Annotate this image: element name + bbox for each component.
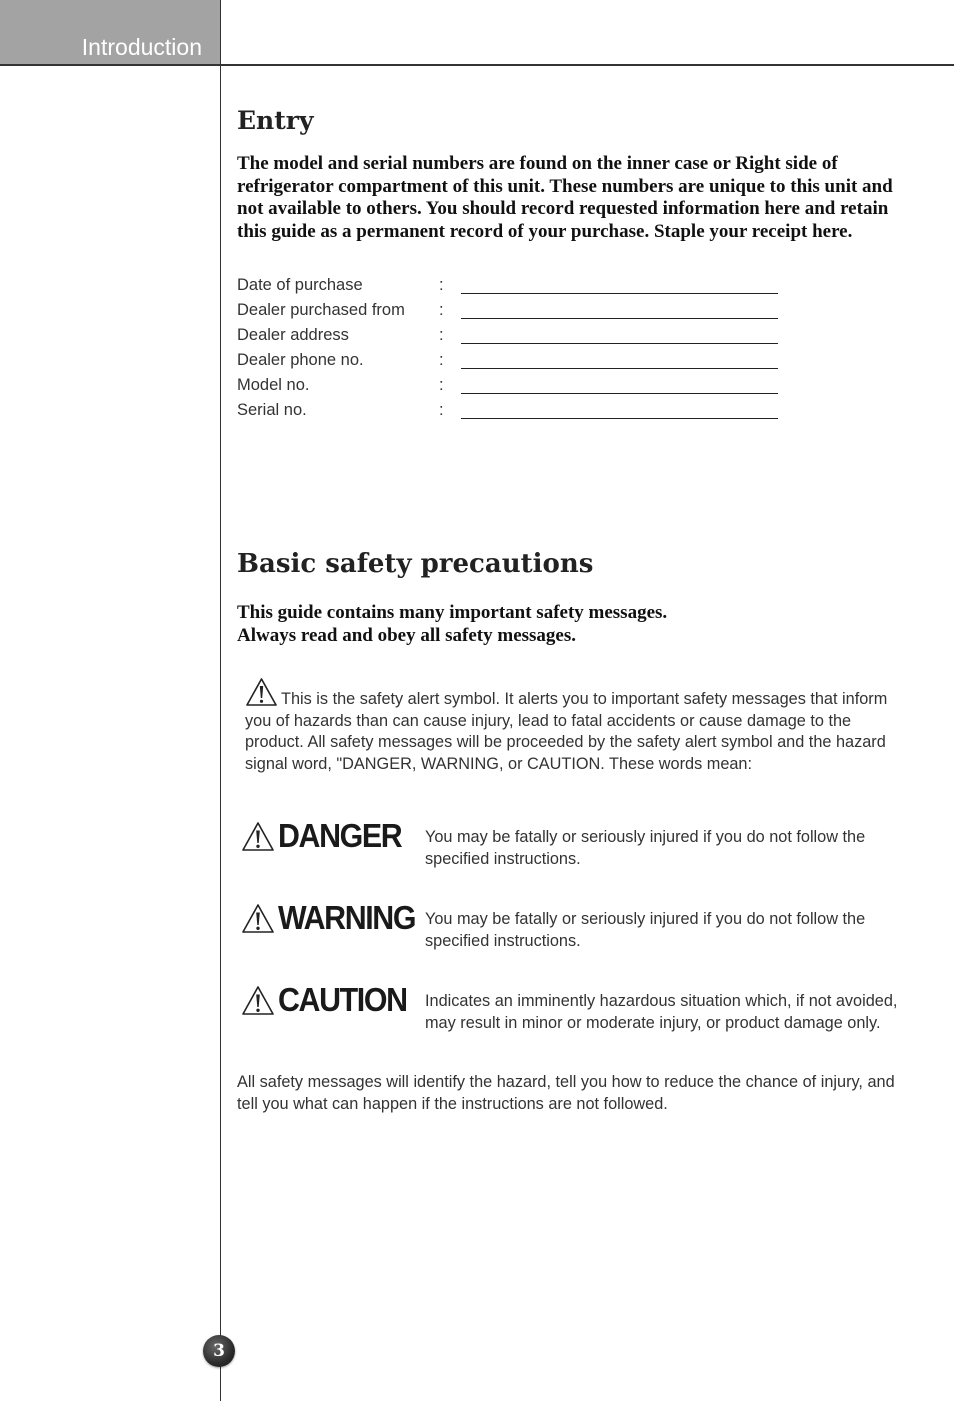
margin-rule	[220, 0, 221, 1401]
safety-heading: Basic safety precautions	[237, 549, 594, 579]
safety-intro	[237, 602, 897, 647]
record-field-separator: :	[439, 276, 444, 294]
record-field-separator: :	[439, 376, 444, 394]
safety-intro-line: This guide contains many important safety messages.	[237, 602, 668, 623]
record-field-date-of-purchase	[237, 276, 797, 301]
safety-intro-line: Always read and obey all safety messages.	[237, 624, 577, 646]
section-tab	[0, 0, 220, 64]
entry-intro: The model and serial numbers are found on the inner case or Right side of refrigerator compartment of this unit. These numbers are unique to this unit and not available to others. You should record requested information here and retain this guide as a permanent record of your purchase. Staple your receipt here.	[237, 153, 893, 242]
page-number-badge	[203, 1335, 235, 1367]
signal-description: You may be fatally or seriously injured if you do not follow the specified instructions.	[425, 910, 866, 950]
safety-closing-paragraph: All safety messages will identify the hazard, tell you how to reduce the chance of injury, and tell you what can happen if the instructions are not followed.	[237, 1073, 895, 1113]
record-field-label: Model no.	[237, 376, 310, 394]
header-rule	[0, 64, 954, 66]
record-field-line	[461, 318, 778, 319]
signal-word-label: WARNING	[278, 899, 416, 936]
record-field-separator: :	[439, 401, 444, 419]
safety-alert-paragraph	[245, 677, 897, 775]
record-field-dealer-purchased-from	[237, 301, 797, 326]
warning-triangle-icon	[241, 985, 275, 1016]
record-field-line	[461, 368, 778, 369]
record-field-label: Dealer phone no.	[237, 351, 364, 369]
record-field-label: Serial no.	[237, 401, 307, 419]
page-number: 3	[213, 1341, 225, 1361]
signal-description: You may be fatally or seriously injured if you do not follow the specified instructions.	[425, 828, 866, 868]
record-field-line	[461, 293, 778, 294]
record-field-separator: :	[439, 326, 444, 344]
record-field-separator: :	[439, 301, 444, 319]
record-field-label: Dealer purchased from	[237, 301, 405, 319]
warning-triangle-icon	[241, 821, 275, 852]
warning-triangle-icon	[241, 903, 275, 934]
record-field-dealer-phone	[237, 351, 797, 376]
record-field-separator: :	[439, 351, 444, 369]
warning-triangle-icon	[245, 677, 278, 707]
record-field-dealer-address	[237, 326, 797, 351]
signal-word-label: DANGER	[278, 817, 402, 854]
signal-description: Indicates an imminently hazardous situation which, if not avoided, may result in minor or moderate injury, or product damage only.	[425, 992, 898, 1032]
signal-word-caution	[241, 981, 418, 1019]
signal-word-danger	[241, 817, 412, 855]
entry-heading: Entry	[237, 106, 314, 135]
record-field-line	[461, 343, 778, 344]
section-label: Introduction	[81, 34, 202, 60]
record-field-serial-no	[237, 401, 797, 426]
record-field-line	[461, 418, 778, 419]
signal-word-label: CAUTION	[278, 981, 407, 1018]
record-field-label: Date of purchase	[237, 276, 363, 294]
signal-word-warning	[241, 899, 427, 937]
safety-alert-text: This is the safety alert symbol. It alerts you to important safety messages that inform you of hazards than can cause injury, lead to fatal accidents or cause damage to the product. All safety messages will be proceeded by the safety alert symbol and the hazard signal word, "DANGER, WARNING, or CAUTION. These words mean:	[245, 690, 888, 773]
record-field-line	[461, 393, 778, 394]
record-field-label: Dealer address	[237, 326, 349, 344]
record-field-model-no	[237, 376, 797, 401]
